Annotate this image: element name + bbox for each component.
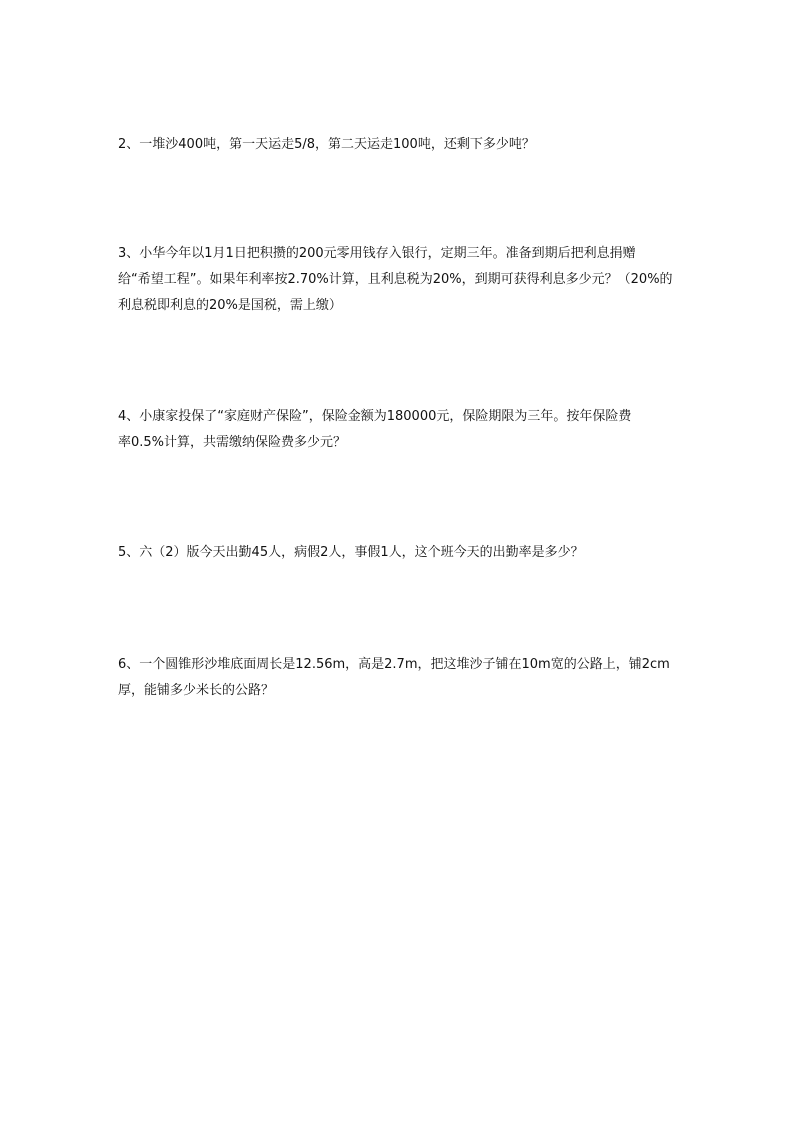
problem-6-line-2: 厚，能铺多少米长的公路？ [118,683,275,698]
problem-3-line-2: 给“希望工程”。如果年利率按2.70%计算，且利息税为20%，到期可获得利息多少元？（20%的 [118,272,673,287]
problem-3-line-3: 利息税即利息的20%是国税，需上缴） [118,298,342,313]
problem-2 [118,132,698,158]
problem-5 [118,540,698,566]
problem-6-line-1: 6、一个圆锥形沙堆底面周长是12.56m，高是2.7m，把这堆沙子铺在10m宽的公路上，铺2cm [118,657,670,672]
problem-3-line-1: 3、小华今年以1月1日把积攒的200元零用钱存入银行，定期三年。准备到期后把利息捐赠 [118,246,636,261]
problem-4-line-2: 率0.5%计算，共需缴纳保险费多少元？ [118,435,347,450]
problem-3 [118,241,698,319]
problem-4 [118,404,698,456]
problem-4-line-1: 4、小康家投保了“家庭财产保险”，保险金额为180000元，保险期限为三年。按年保险费 [118,409,632,424]
problem-5-line-1: 5、六（2）版今天出勤45人，病假2人，事假1人，这个班今天的出勤率是多少？ [118,545,584,560]
problem-2-line-1: 2、一堆沙400吨，第一天运走5/8，第二天运走100吨，还剩下多少吨？ [118,137,535,152]
problem-6 [118,652,698,704]
